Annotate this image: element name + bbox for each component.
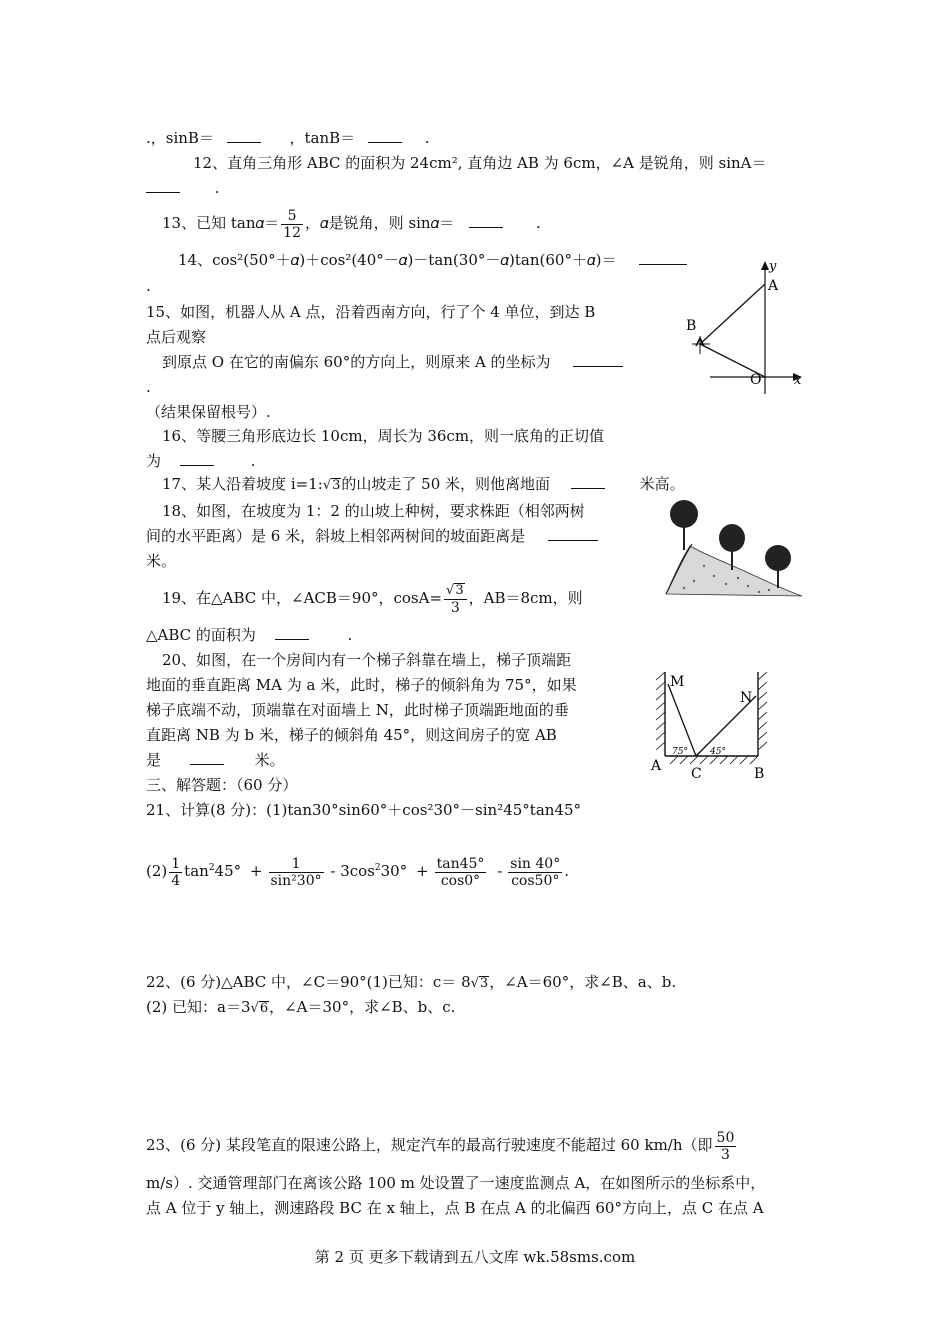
answer-blank bbox=[180, 451, 214, 466]
q20-line3: 梯子底端不动，顶端靠在对面墙上 N，此时梯子顶端距地面的垂 bbox=[146, 701, 569, 719]
q15-line4: （结果保留根号）. bbox=[146, 403, 271, 421]
q19: 19、在△ABC 中，∠ACB＝90°，cosA= $\frac{√3}{3}$ ，AB＝8cm，则 bbox=[162, 583, 583, 616]
q19-line2: △ABC 的面积为 . bbox=[146, 626, 353, 644]
section-three-heading: 三、解答题：（60 分） bbox=[146, 776, 298, 794]
q16-line1: 16、等腰三角形底边长 10cm，周长为 36cm，则一底角的正切值 bbox=[162, 427, 605, 445]
q13: 13、已知 tan𝛼＝ $\frac{5}{12}$ ，𝛼是锐角，则 sin𝛼＝ . bbox=[162, 207, 541, 241]
answer-blank bbox=[548, 526, 598, 541]
q23-line2: m/s）. 交通管理部门在离该公路 100 m 处设置了一速度监测点 A，在如图所示的坐标系中， bbox=[146, 1174, 766, 1192]
q15-line3: 到原点 O 在它的南偏东 60°的方向上，则原来 A 的坐标为 bbox=[162, 352, 623, 372]
label-C: C bbox=[691, 766, 702, 782]
q12-line1: 12、直角三角形 ABC 的面积为 24cm², 直角边 AB 为 6cm，∠A 是锐角，则 sinA＝ bbox=[193, 154, 767, 172]
q21-line2: (2) $\frac{1}{4}$ $\tan^245^\circ$ + $\frac{1}{\text{sin²30°}}$ - $3\cos^230^\circ$ + $\frac{\tan 45^\circ}{\cos 0^\circ}$ - $\frac{\sin 40^\circ}{\cos 50^\circ}$ . bbox=[146, 855, 569, 889]
q20-line2: 地面的垂直距离 MA 为 a 米，此时，梯子的倾斜角为 75°，如果 bbox=[146, 676, 577, 694]
q22-line1: 22、(6 分)△ABC 中，∠C＝90°(1)已知：c＝ 8√3，∠A＝60°，求∠B、a、b. bbox=[146, 973, 677, 991]
q18-line3: 米。 bbox=[146, 552, 177, 570]
q12-line2: . bbox=[146, 178, 220, 198]
angle-75: 75° bbox=[672, 747, 688, 757]
label-O: O bbox=[750, 372, 762, 388]
q14: 14、cos²(50°＋𝛼)＋cos²(40°－𝛼)－tan(30°－𝛼)tan(60°＋𝛼)＝ bbox=[178, 250, 687, 270]
q15-line2: 点后观察 bbox=[146, 328, 207, 346]
q15-line1: 15、如图，机器人从 A 点，沿着西南方向，行了个 4 单位，到达 B bbox=[146, 303, 596, 321]
q15-dot: . bbox=[146, 378, 151, 396]
answer-blank bbox=[146, 178, 180, 193]
answer-blank bbox=[571, 474, 605, 489]
q11-tail: .，sinB＝ ，tanB＝ . bbox=[146, 129, 430, 147]
q14-tail: . bbox=[146, 277, 151, 295]
q20-line1: 20、如图，在一个房间内有一个梯子斜靠在墙上，梯子顶端距 bbox=[162, 651, 572, 669]
q17: 17、某人沿着坡度 i=1:√3的山坡走了 50 米，则他离地面 米高。 bbox=[162, 475, 685, 493]
fraction: $\frac{\tan 45^\circ}{\cos 0^\circ}$ bbox=[436, 855, 485, 889]
q22-line2: (2) 已知：a＝3√6，∠A＝30°，求∠B、b、c. bbox=[146, 998, 456, 1016]
q20-line5: 是 米。 bbox=[146, 751, 285, 769]
fraction: $\frac{1}{4}$ bbox=[171, 855, 181, 889]
q21-line1: 21、计算(8 分)：(1)tan30°sin60°＋cos²30°－sin²45°tan45° bbox=[146, 801, 582, 819]
label-M: M bbox=[670, 674, 685, 690]
coordinate-figure bbox=[680, 256, 810, 396]
fraction: $\frac{50}{3}$ bbox=[716, 1129, 735, 1163]
angle-45: 45° bbox=[710, 747, 726, 757]
fraction: $\frac{5}{12}$ bbox=[283, 207, 301, 241]
label-B: B bbox=[686, 318, 697, 334]
hillside-trees-figure bbox=[664, 496, 804, 600]
answer-blank bbox=[190, 750, 224, 765]
q18-line1: 18、如图，在坡度为 1：2 的山坡上种树，要求株距（相邻两树 bbox=[162, 502, 585, 520]
q20-line4: 直距离 NB 为 b 米，梯子的倾斜角 45°，则这间房子的宽 AB bbox=[146, 726, 557, 744]
answer-blank bbox=[275, 625, 309, 640]
fraction: $\frac{√3}{3}$ bbox=[444, 582, 467, 616]
label-x: x bbox=[794, 373, 802, 388]
fraction: $\frac{\sin 40^\circ}{\cos 50^\circ}$ bbox=[510, 855, 561, 889]
fraction: $\frac{1}{\text{sin²30°}}$ bbox=[270, 855, 322, 889]
label-B: B bbox=[754, 766, 765, 782]
q16-line2: 为 . bbox=[146, 452, 256, 470]
q18-line2: 间的水平距离）是 6 米，斜坡上相邻两树间的坡面距离是 bbox=[146, 526, 598, 546]
q23-line1: 23、(6 分) 某段笔直的限速公路上，规定汽车的最高行驶速度不能超过 60 km/h（即 $\frac{50}{3}$ bbox=[146, 1129, 735, 1163]
label-y: y bbox=[769, 259, 777, 274]
q23-line3: 点 A 位于 y 轴上，测速路段 BC 在 x 轴上，点 B 在点 A 的北偏西 60°方向上，点 C 在点 A bbox=[146, 1199, 764, 1217]
page-footer: 第 2 页 更多下载请到五八文库 wk.58sms.com bbox=[314, 1248, 636, 1266]
answer-blank bbox=[227, 128, 261, 143]
label-N: N bbox=[740, 690, 753, 706]
answer-blank bbox=[573, 352, 623, 367]
ladder-room-figure bbox=[650, 664, 774, 784]
label-A: A bbox=[768, 278, 779, 294]
label-A: A bbox=[651, 758, 662, 774]
answer-blank bbox=[368, 128, 402, 143]
answer-blank bbox=[469, 213, 503, 228]
